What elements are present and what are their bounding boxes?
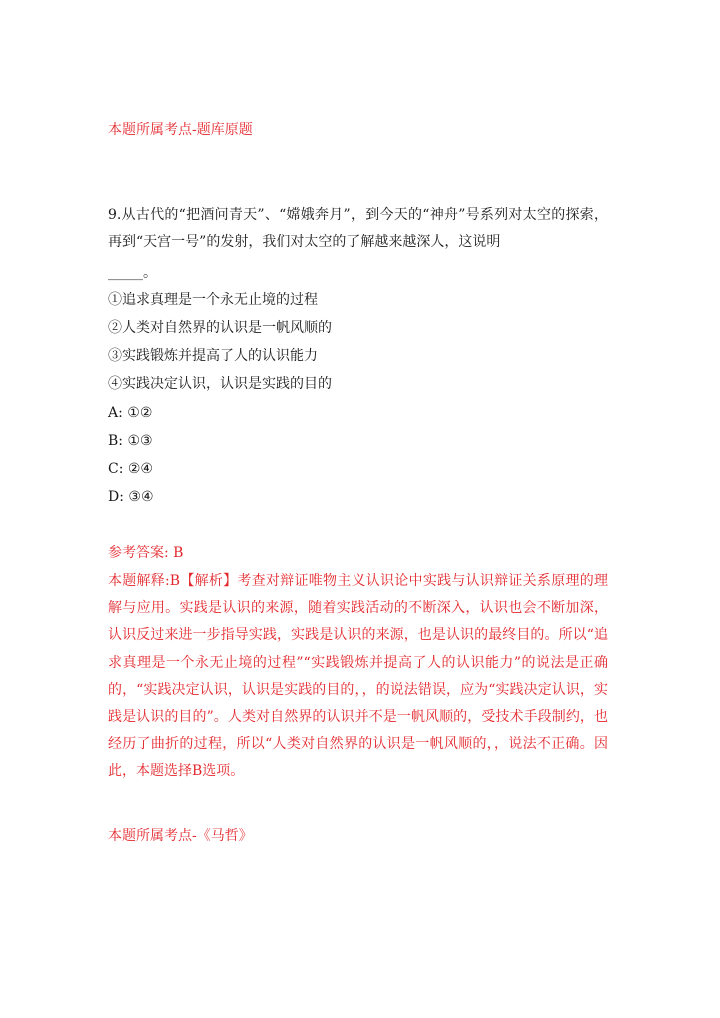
statement-3: ③实践锻炼并提高了人的认识能力	[108, 348, 318, 364]
option-b: B: ①③	[108, 433, 153, 449]
statement-2: ②人类对自然界的认识是一帆风顺的	[108, 320, 332, 336]
question-blank: _____。	[108, 265, 157, 281]
header-topic: 本题所属考点-题库原题	[108, 122, 253, 138]
option-c: C: ②④	[108, 461, 153, 477]
statement-4: ④实践决定认识，认识是实践的目的	[108, 376, 332, 392]
option-d: D: ③④	[108, 489, 154, 505]
option-a: A: ①②	[108, 405, 153, 421]
explanation: 本题解释:B【解析】考查对辩证唯物主义认识论中实践与认识辩证关系原理的理解与应用。实践是认识的来源，随着实践活动的不断深入，认识也会不断加深，认识反过来进一步指导实践，实践是认识的来源，也是认识的最终目的。所以“追求真理是一个永无止境的过程”“实践锻炼并提高了人的认识能力”的说法是正确的，“实践决定认识，认识是实践的目的，，的说法错误，应为“实践决定认识，实践是认识的目的”。人类对自然界的认识并不是一帆风顺的，受技术手段制约，也经历了曲折的过程，所以“人类对自然界的认识是一帆风顺的，，说法不正确。因此，本题选择B选项。	[108, 573, 608, 780]
statement-1: ①追求真理是一个永无止境的过程	[108, 292, 318, 308]
footer-topic: 本题所属考点-《马哲》	[108, 828, 253, 844]
question-stem: 9.从古代的“把酒问青天”、“嫦娥奔月”，到今天的“神舟”号系列对太空的探索，再到“天宫一号”的发射，我们对太空的了解越来越深人，这说明	[108, 207, 608, 251]
answer: 参考答案: B	[108, 545, 184, 561]
